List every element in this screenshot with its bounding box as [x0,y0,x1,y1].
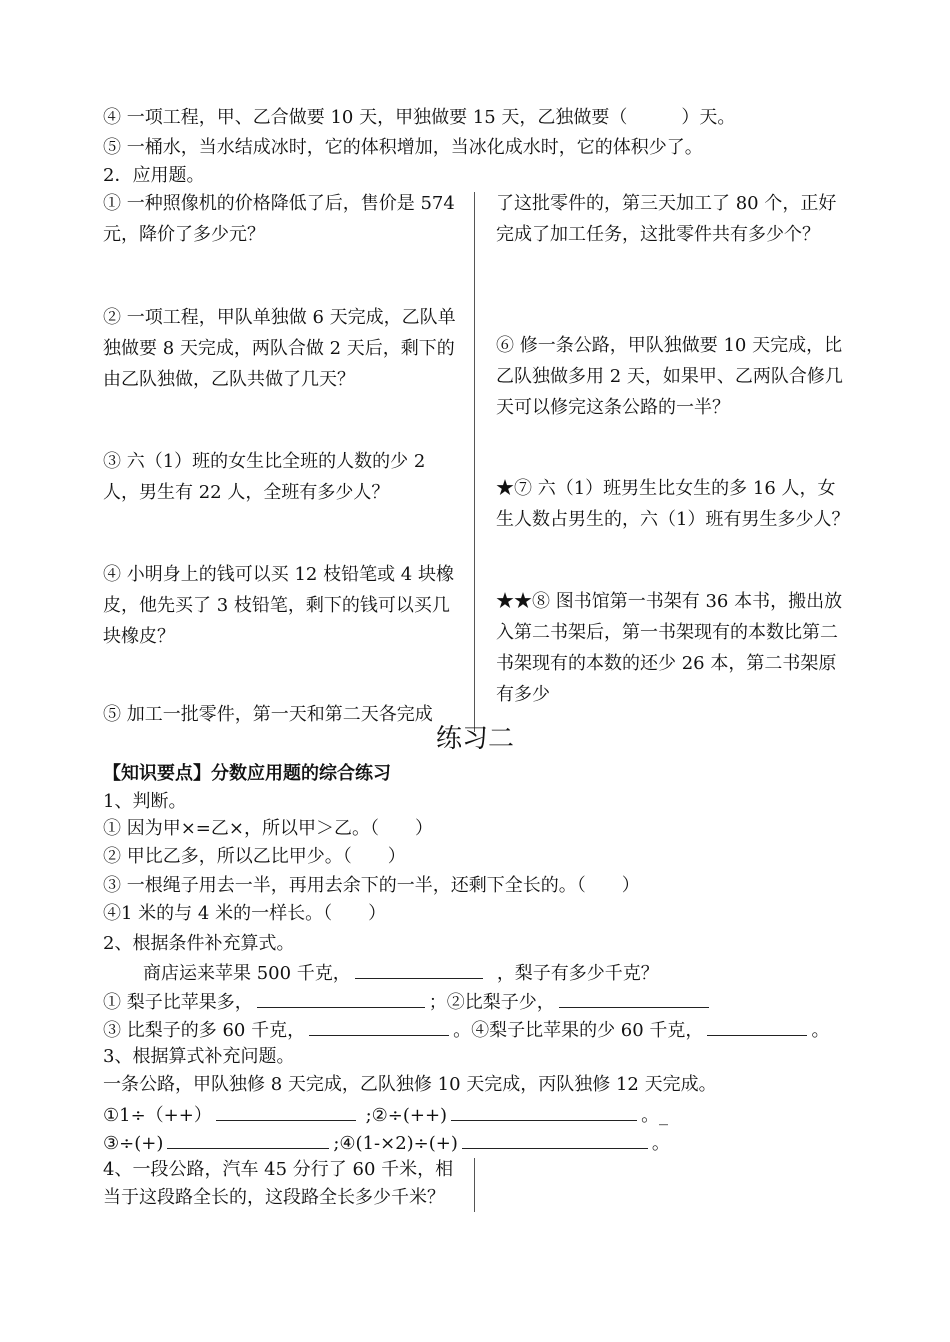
supplement-heading: 2、根据条件补充算式。 [103,933,295,954]
word-problem-5: ⑤ 加工一批零件，第一天和第二天各完成 [103,704,433,725]
word-problem-part-4: 4、一段公路，汽车 45 分行了 60 千米，相当于这段路全长的，这段路全长多少千米？ [103,1159,454,1208]
expression-row-1 [103,1102,668,1128]
answer-blank[interactable] [309,1017,449,1036]
word-problem-5-continued: 了这批零件的，第三天加工了 80 个，正好完成了加工任务，这批零件共有多少个？ [496,193,837,245]
supplement-row-2-a: ③ 比梨子的多 60 千克， [103,1020,306,1041]
word-problem-7: ★⑦ 六（1）班男生比女生的多 16 人，女生人数占男生的，六（1）班有男生多少人？ [496,478,850,530]
answer-blank[interactable] [355,960,483,979]
questions-text: 一条公路，甲队独修 8 天完成，乙队独修 10 天完成，丙队独修 12 天完成。 [103,1074,717,1095]
supplement-row-1-b: ；②比梨子少， [428,992,555,1013]
supplement-intro-start: 商店运来苹果 500 千克， [143,963,351,984]
word-problem-6: ⑥ 修一条公路，甲队独做要 10 天完成，比乙队独做多用 2 天，如果甲、乙两队合修几天可以修完这条公路的一半？ [496,335,843,418]
section-title: 练习二 [435,724,514,754]
exercise-item-5: ⑤ 一桶水，当水结成冰时，它的体积增加，当冰化成水时，它的体积少了。 [103,137,703,158]
judge-item-3: ③ 一根绳子用去一半，再用去余下的一半，还剩下全长的。（ ） [103,875,640,896]
expression-row-1-end: 。_ [641,1105,669,1126]
answer-blank[interactable] [167,1130,329,1149]
expression-row-2 [103,1130,670,1156]
supplement-intro [143,960,659,986]
judge-item-2: ② 甲比乙多，所以乙比甲少。（ ） [103,846,406,867]
answer-blank[interactable] [559,989,709,1008]
word-problem-8: ★★⑧ 图书馆第一书架有 36 本书，搬出放入第二书架后，第一书架现有的本数比第二书架现有的本数的还少 26 本，第二书架原有多少 [496,591,843,705]
answer-blank[interactable] [462,1130,648,1149]
column-divider [474,192,475,732]
supplement-row-1-a: ① 梨子比苹果多， [103,992,253,1013]
questions-heading: 3、根据算式补充问题。 [103,1046,295,1067]
word-problem-4: ④ 小明身上的钱可以买 12 枝铅笔或 4 块橡皮，他先买了 3 枝铅笔，剩下的钱可以买几块橡皮？ [103,564,454,647]
word-problem-2: ② 一项工程，甲队单独做 6 天完成，乙队单独做要 8 天完成，两队合做 2 天后，剩下的由乙队独做，乙队共做了几天？ [103,307,456,390]
answer-blank[interactable] [707,1017,807,1036]
answer-blank[interactable] [257,989,425,1008]
expression-3: ③÷(+) [103,1133,164,1154]
section-heading-applications: 2．应用题。 [103,165,205,186]
supplement-intro-end: ，梨子有多少千克？ [496,963,659,984]
judge-heading: 1、判断。 [103,791,187,812]
supplement-row-2 [103,1017,829,1043]
expression-2: ;②÷(++) [359,1105,448,1126]
judge-item-4: ④1 米的与 4 米的一样长。（ ） [103,903,387,924]
exercise-item-4: ④ 一项工程，甲、乙合做要 10 天，甲独做要 15 天，乙独做要（ ）天。 [103,107,736,128]
expression-1: ①1÷（++） [103,1105,212,1126]
answer-blank[interactable] [216,1102,356,1121]
expression-4: ;④(1-×2)÷(+) [333,1133,458,1154]
column-divider-bottom [474,1158,475,1212]
word-problem-3: ③ 六（1）班的女生比全班的人数的少 2 人，男生有 22 人，全班有多少人？ [103,451,426,503]
answer-blank[interactable] [451,1102,637,1121]
word-problem-1: ① 一种照像机的价格降低了后，售价是 574 元，降价了多少元？ [103,193,455,245]
judge-item-1: ① 因为甲×=乙×，所以甲＞乙。（ ） [103,818,433,839]
supplement-row-2-b: 。④梨子比苹果的少 60 千克， [453,1020,704,1041]
supplement-row-2-c: 。 [811,1020,830,1041]
knowledge-points: 【知识要点】分数应用题的综合练习 [103,763,391,784]
expression-row-2-end: 。 [651,1133,670,1154]
supplement-row-1 [103,989,713,1015]
